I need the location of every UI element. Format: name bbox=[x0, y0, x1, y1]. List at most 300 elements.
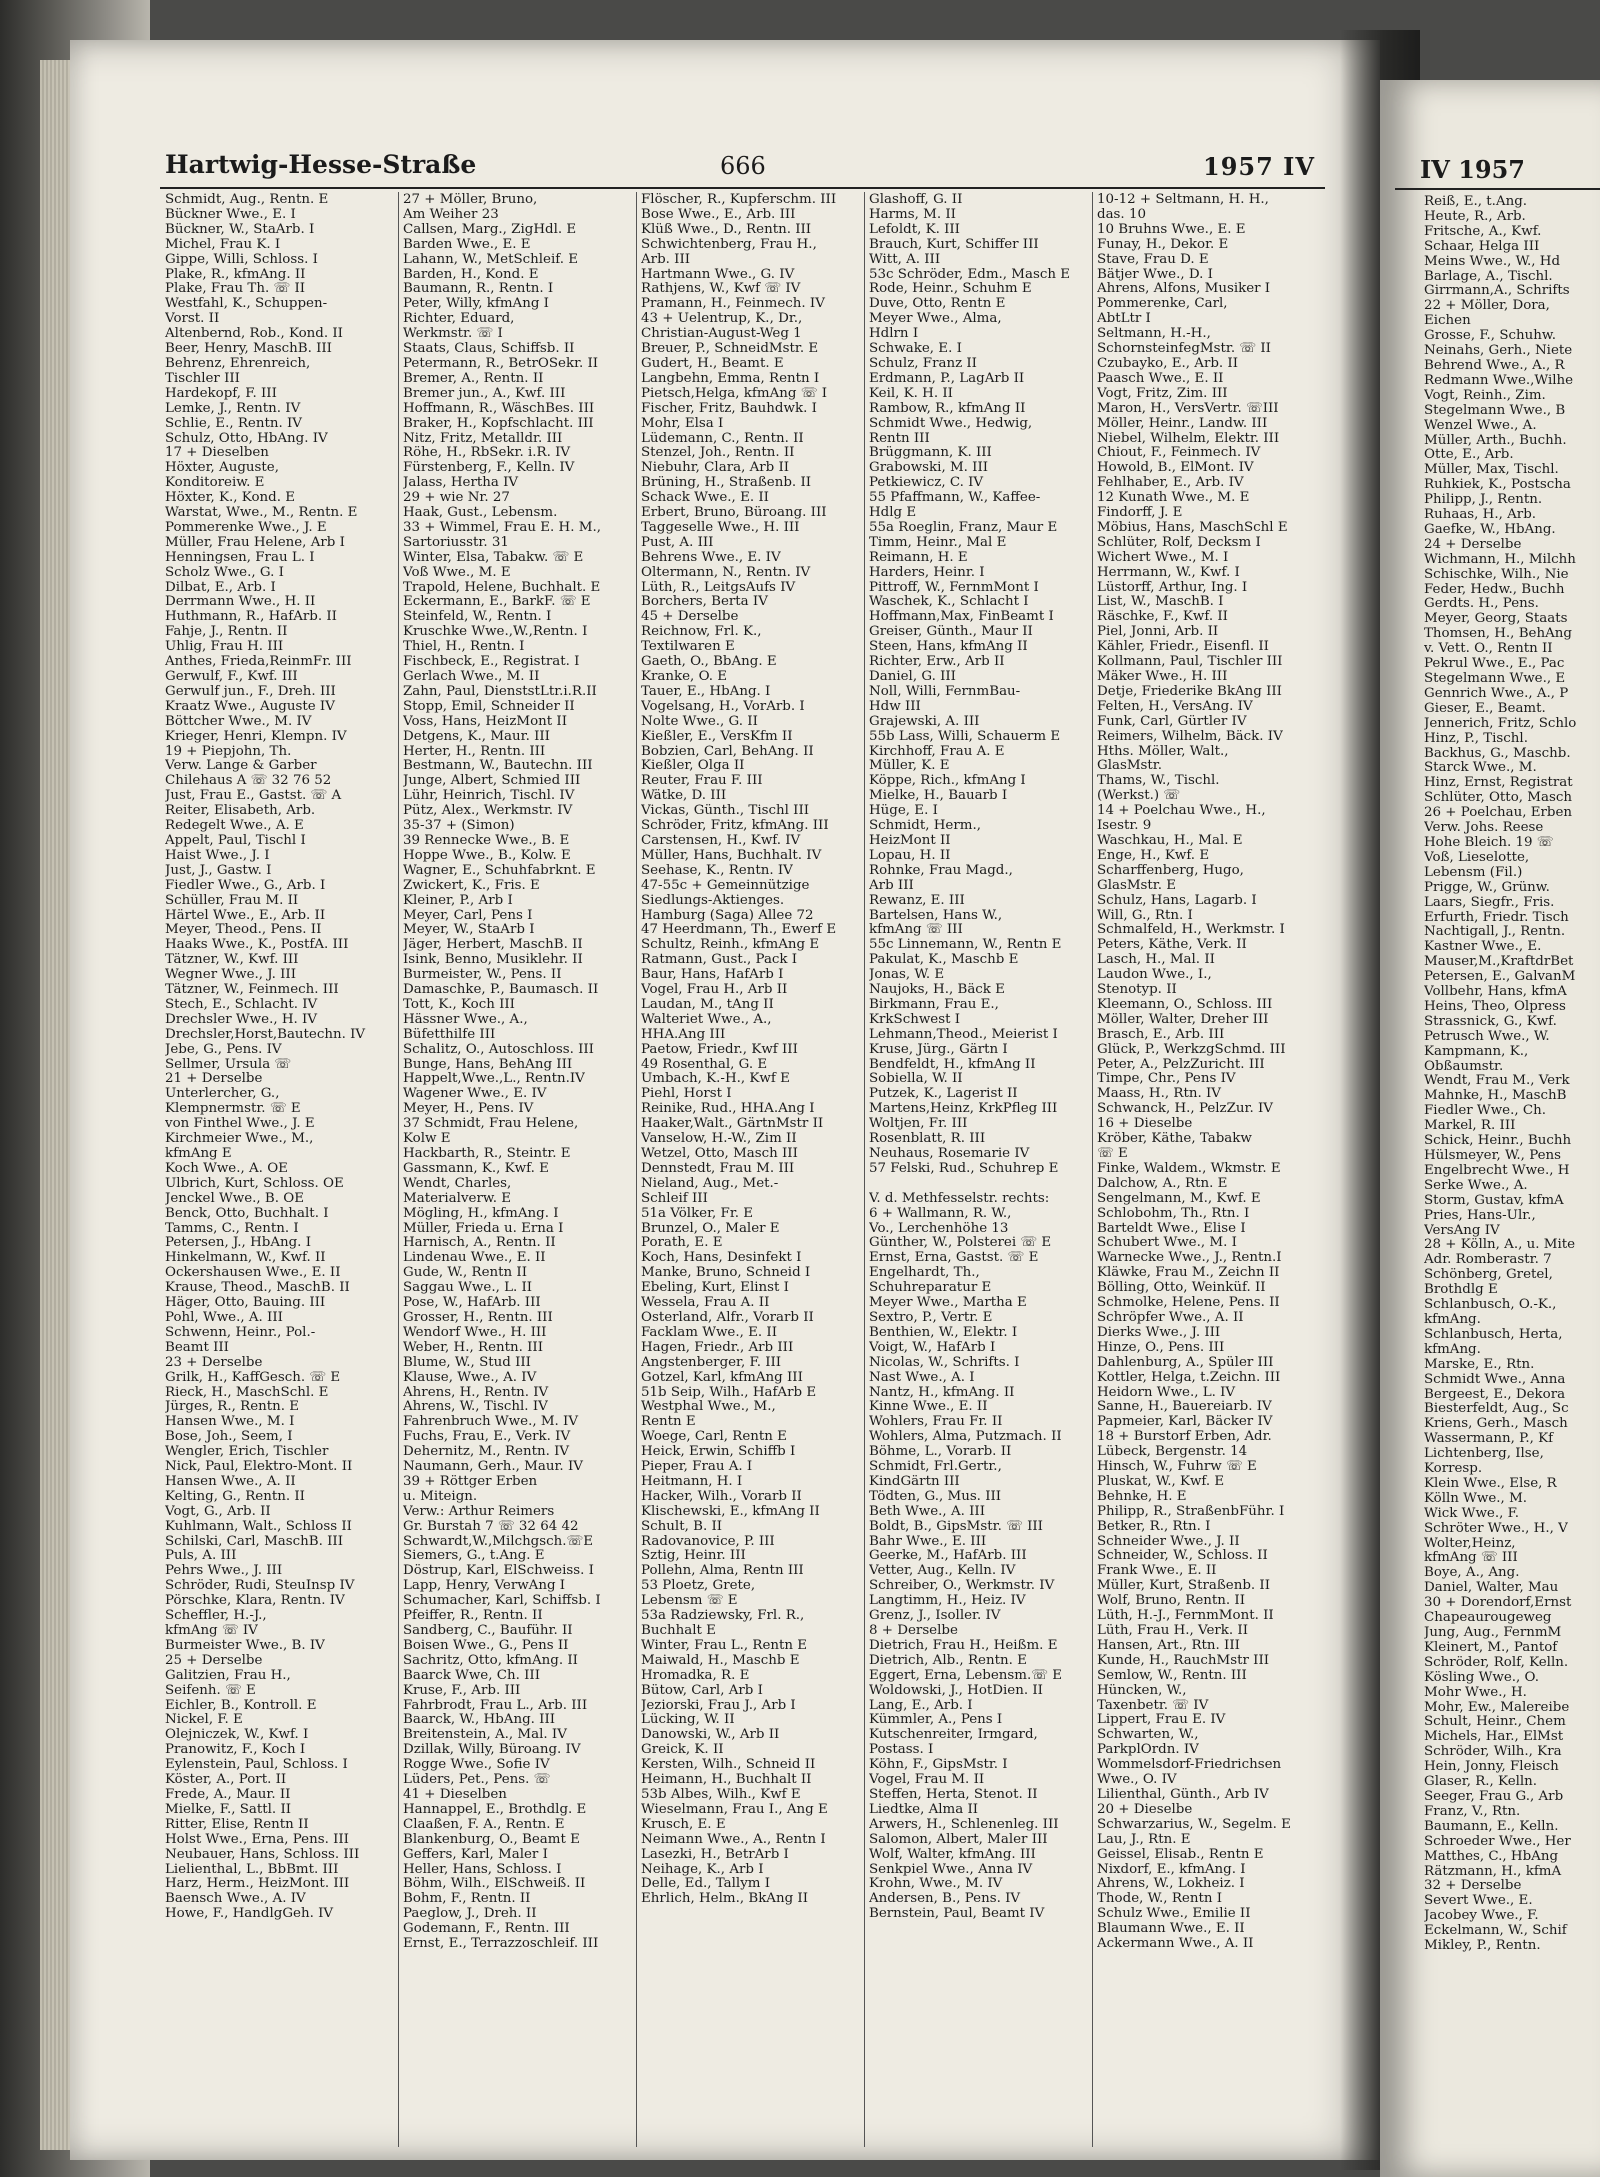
directory-entry: Gassmann, K., Kwf. E bbox=[403, 1160, 549, 1176]
directory-entry: Haak, Gust., Lebensm. bbox=[403, 505, 558, 521]
directory-entry: Brunzel, O., Maler E bbox=[641, 1220, 780, 1236]
directory-entry: Dilbat, E., Arb. I bbox=[165, 579, 276, 595]
directory-entry: Borchers, Berta IV bbox=[641, 594, 768, 610]
directory-entry: Ruhkiek, K., Postscha bbox=[1424, 477, 1571, 493]
directory-entry: Kollmann, Paul, Tischler III bbox=[1097, 654, 1283, 670]
directory-entry: Plake, R., kfmAng. II bbox=[165, 266, 306, 282]
directory-entry: Heick, Erwin, Schiffb I bbox=[641, 1444, 796, 1460]
directory-entry: Petersen, J., HbAng. I bbox=[165, 1235, 311, 1251]
directory-entry: 10 Bruhns Wwe., E. E bbox=[1097, 221, 1246, 237]
directory-entry: kfmAng ☏ IV bbox=[165, 1623, 258, 1638]
directory-entry: 55 Pfaffmann, W., Kaffee- bbox=[869, 490, 1041, 506]
directory-entry: Hdw III bbox=[869, 698, 921, 714]
directory-entry: Boldt, B., GipsMstr. ☏ III bbox=[869, 1518, 1043, 1534]
directory-entry: Gerwulf, F., Kwf. III bbox=[165, 669, 298, 684]
directory-entry: Krohn, Wwe., M. IV bbox=[869, 1876, 1003, 1892]
directory-entry: Meyer, H., Pens. IV bbox=[403, 1101, 534, 1117]
directory-entry: Kriens, Gerh., Masch bbox=[1424, 1416, 1568, 1432]
directory-entry: Hansen Wwe., A. II bbox=[165, 1473, 296, 1489]
directory-entry: Niebel, Wilhelm, Elektr. III bbox=[1097, 430, 1280, 446]
directory-entry: Hagen, Friedr., Arb III bbox=[641, 1339, 794, 1355]
page-edges bbox=[40, 60, 70, 2150]
directory-entry: Meyer Wwe., Martha E bbox=[869, 1295, 1027, 1311]
directory-entry: Hromadka, R. E bbox=[641, 1667, 750, 1683]
directory-entry: Voß, Lieselotte, bbox=[1424, 849, 1530, 865]
directory-entry: Danowski, W., Arb II bbox=[641, 1727, 780, 1743]
directory-entry: Mohr Wwe., H. bbox=[1424, 1684, 1527, 1700]
directory-entry: 23 + Derselbe bbox=[165, 1354, 263, 1370]
directory-entry: Stenzel, Joh., Rentn. II bbox=[641, 445, 795, 461]
directory-entry: Voss, Hans, HeizMont II bbox=[403, 713, 567, 729]
directory-entry: Schulz, Otto, HbAng. IV bbox=[165, 430, 328, 446]
directory-entry: Ratmann, Gust., Pack I bbox=[641, 952, 798, 968]
directory-entry: Enge, H., Kwf. E bbox=[1097, 847, 1210, 863]
directory-entry: Haaker,Walt., GärtnMstr II bbox=[641, 1116, 824, 1132]
directory-entry: Meyer, Theod., Pens. II bbox=[165, 922, 322, 938]
directory-entry: Höxter, Auguste, bbox=[165, 460, 279, 476]
directory-entry: Neubauer, Hans, Schloss. III bbox=[165, 1846, 360, 1862]
directory-entry: Petermann, R., BetrOSekr. II bbox=[403, 355, 599, 371]
directory-entry: Barden Wwe., E. E bbox=[403, 236, 531, 252]
directory-entry: Biesterfeldt, Aug., Sc bbox=[1424, 1401, 1569, 1417]
directory-entry: Unterlercher, G., bbox=[165, 1086, 280, 1102]
directory-entry: Schumacher, Karl, Schiffsb. I bbox=[403, 1593, 601, 1609]
directory-entry: Kießler, Olga II bbox=[641, 758, 745, 774]
directory-entry: Happelt,Wwe.,L., Rentn.IV bbox=[403, 1071, 585, 1087]
directory-entry: Bergeest, E., Dekora bbox=[1424, 1386, 1566, 1402]
directory-entry: Burmeister, W., Pens. II bbox=[403, 967, 562, 983]
directory-entry: Lefoldt, K. III bbox=[869, 221, 960, 237]
directory-entry: Arb III bbox=[869, 877, 914, 893]
directory-entry: KindGärtn III bbox=[869, 1473, 960, 1489]
directory-entry: 32 + Derselbe bbox=[1424, 1878, 1522, 1894]
directory-entry: VersAng IV bbox=[1424, 1222, 1500, 1238]
directory-entry: Dietrich, Alb., Rentn. E bbox=[869, 1652, 1027, 1668]
directory-entry: Sellmer, Ursula ☏ bbox=[165, 1056, 292, 1072]
directory-entry: Lehmann,Theod., Meierist I bbox=[869, 1026, 1058, 1042]
directory-entry: Christian-August-Weg 1 bbox=[641, 326, 802, 342]
directory-entry: Puls, A. III bbox=[165, 1548, 237, 1564]
directory-entry: Laudan, M., tAng II bbox=[641, 996, 774, 1012]
directory-entry: Claaßen, F. A., Rentn. E bbox=[403, 1816, 565, 1832]
directory-entry: Rätzmann, H., kfmA bbox=[1424, 1863, 1562, 1879]
directory-entry: Böhm, Wilh., ElSchweiß. II bbox=[403, 1876, 586, 1892]
directory-entry: Hamburg (Saga) Allee 72 bbox=[641, 907, 814, 923]
directory-entry: Döstrup, Karl, ElSchweiss. I bbox=[403, 1563, 594, 1579]
directory-entry: Vogel, Frau H., Arb II bbox=[641, 982, 788, 998]
directory-entry: Korresp. bbox=[1424, 1461, 1483, 1477]
directory-entry: Seifenh. ☏ E bbox=[165, 1682, 256, 1698]
directory-entry: Thomsen, H., BehAng bbox=[1424, 626, 1572, 642]
directory-entry: Pust, A. III bbox=[641, 534, 714, 550]
directory-entry: Nickel, F. E bbox=[165, 1712, 243, 1728]
directory-entry: Möbius, Hans, MaschSchl E bbox=[1097, 519, 1288, 535]
directory-entry: Witt, A. III bbox=[869, 251, 941, 267]
directory-entry: Benthien, W., Elektr. I bbox=[869, 1324, 1018, 1340]
directory-entry: Gennrich Wwe., A., P bbox=[1424, 685, 1569, 701]
directory-entry: Mikley, P., Rentn. bbox=[1424, 1938, 1541, 1954]
directory-entry: 55c Linnemann, W., Rentn E bbox=[869, 937, 1062, 953]
directory-entry: 55a Roeglin, Franz, Maur E bbox=[869, 519, 1058, 535]
directory-entry: Jäger, Herbert, MaschB. II bbox=[403, 937, 583, 953]
directory-entry: Heins, Theo, Olpress bbox=[1424, 998, 1566, 1014]
directory-entry: Jebe, G., Pens. IV bbox=[165, 1041, 282, 1057]
directory-entry: Ackermann Wwe., A. II bbox=[1097, 1936, 1254, 1952]
directory-entry: Lebensm (Fil.) bbox=[1424, 864, 1523, 880]
directory-entry: Herter, H., Rentn. III bbox=[403, 743, 546, 759]
directory-entry: Wolter,Heinz, bbox=[1424, 1535, 1516, 1551]
directory-entry: Kruschke Wwe.,W.,Rentn. I bbox=[403, 624, 588, 640]
directory-entry: Nast Wwe., A. I bbox=[869, 1369, 975, 1385]
directory-entry: 53c Schröder, Edm., Masch E bbox=[869, 266, 1071, 282]
directory-entry: Lüth, R., LeitgsAufs IV bbox=[641, 579, 796, 595]
directory-entry: Nachtigall, J., Rentn. bbox=[1424, 924, 1566, 940]
directory-entry: Grosser, H., Rentn. III bbox=[403, 1309, 553, 1325]
directory-entry: Grosse, F., Schuhw. bbox=[1424, 328, 1556, 344]
directory-entry: Girrmann,A., Schrifts bbox=[1424, 283, 1570, 299]
directory-entry: Schwichtenberg, Frau H., bbox=[641, 236, 817, 252]
directory-entry: Wessela, Frau A. II bbox=[641, 1295, 770, 1311]
directory-entry: Martens,Heinz, KrkPfleg III bbox=[869, 1101, 1058, 1117]
directory-entry: Derrmann Wwe., H. II bbox=[165, 594, 316, 610]
directory-entry: Kraatz Wwe., Auguste IV bbox=[165, 698, 335, 714]
directory-entry: Lau, J., Rtn. E bbox=[1097, 1831, 1191, 1847]
directory-entry: Strassnick, G., Kwf. bbox=[1424, 1013, 1557, 1029]
directory-entry: Jacobey Wwe., F. bbox=[1424, 1908, 1539, 1924]
directory-entry: Krusch, E. E bbox=[641, 1816, 726, 1832]
directory-entry: Stegelmann Wwe., B bbox=[1424, 402, 1566, 418]
directory-entry: Klüß Wwe., D., Rentn. III bbox=[641, 221, 812, 237]
directory-entry: Harms, M. II bbox=[869, 206, 956, 222]
directory-entry: Klempnermstr. ☏ E bbox=[165, 1101, 301, 1117]
directory-entry: Beer, Henry, MaschB. III bbox=[165, 341, 332, 357]
directory-entry: Behrenz, Ehrenreich, bbox=[165, 355, 311, 371]
directory-entry: Vorst. II bbox=[165, 311, 220, 327]
directory-entry: AbtLtr I bbox=[1097, 311, 1151, 327]
directory-entry: 43 + Uelentrup, K., Dr., bbox=[641, 311, 803, 327]
directory-entry: Hüge, E. I bbox=[869, 803, 938, 819]
directory-entry: Piehl, Horst I bbox=[641, 1086, 732, 1102]
directory-entry: Bartelsen, Hans W., bbox=[869, 907, 1003, 923]
directory-entry: SchornsteinfegMstr. ☏ II bbox=[1097, 341, 1271, 357]
header-rule bbox=[160, 187, 1325, 189]
directory-entry: Werkmstr. ☏ I bbox=[403, 326, 503, 342]
directory-entry: Olejniczek, W., Kwf. I bbox=[165, 1727, 309, 1743]
directory-entry: Postass. I bbox=[869, 1742, 934, 1758]
directory-entry: Woltjen, Fr. III bbox=[869, 1116, 968, 1132]
directory-entry: Meyer Wwe., Alma, bbox=[869, 311, 1002, 327]
directory-entry: Chapeaurougeweg bbox=[1424, 1610, 1552, 1626]
directory-entry: 17 + Dieselben bbox=[165, 445, 269, 461]
directory-entry: Wetzel, Otto, Masch III bbox=[641, 1146, 798, 1161]
directory-entry: Schischke, Wilh., Nie bbox=[1424, 566, 1569, 582]
directory-entry: Sobiella, W. II bbox=[869, 1071, 963, 1087]
directory-entry: Lapp, Henry, VerwAng I bbox=[403, 1578, 566, 1594]
directory-entry: Reichnow, Frl. K., bbox=[641, 624, 762, 640]
directory-entry: kfmAng E bbox=[165, 1146, 232, 1161]
directory-entry: Reinike, Rud., HHA.Ang I bbox=[641, 1101, 815, 1117]
right-page-column bbox=[1424, 195, 1600, 1954]
directory-entry: Taxenbetr. ☏ IV bbox=[1097, 1697, 1209, 1713]
directory-entry: Schwardt,W.,Milchgsch.☏E bbox=[403, 1533, 594, 1549]
directory-entry: Fischer, Fritz, Bauhdwk. I bbox=[641, 400, 817, 416]
directory-entry: Büfetthilfe III bbox=[403, 1026, 496, 1042]
directory-entry: kfmAng ☏ III bbox=[1424, 1550, 1518, 1566]
directory-entry: Jürges, R., Rentn. E bbox=[165, 1399, 300, 1415]
directory-entry: 33 + Wimmel, Frau E. H. M., bbox=[403, 519, 601, 535]
directory-entry: Stave, Frau D. E bbox=[1097, 251, 1209, 267]
directory-entry: Greick, K. II bbox=[641, 1742, 724, 1758]
directory-entry: Schult, B. II bbox=[641, 1518, 723, 1534]
directory-entry: Mielke, H., Bauarb I bbox=[869, 788, 1008, 804]
directory-entry: Fischbeck, E., Registrat. I bbox=[403, 654, 580, 670]
directory-entry: Lühr, Heinrich, Tischl. IV bbox=[403, 788, 575, 804]
directory-entry: Pollehn, Alma, Rentn III bbox=[641, 1563, 804, 1579]
directory-entry: Gaefke, W., HbAng. bbox=[1424, 521, 1556, 537]
directory-entry: Huthmann, R., HafArb. II bbox=[165, 609, 337, 625]
directory-entry: Reuter, Frau F. III bbox=[641, 773, 763, 789]
directory-entry: Schröpfer Wwe., A. II bbox=[1097, 1309, 1244, 1325]
directory-entry: 26 + Poelchau, Erben bbox=[1424, 805, 1573, 821]
directory-entry: Heidorn Wwe., L. IV bbox=[1097, 1384, 1236, 1400]
directory-entry: Markel, R. III bbox=[1424, 1118, 1516, 1134]
directory-entry: Glaser, R., Kelln. bbox=[1424, 1774, 1538, 1790]
directory-entry: 51a Völker, Fr. E bbox=[641, 1205, 754, 1221]
directory-entry: V. d. Methfesselstr. rechts: bbox=[869, 1190, 1050, 1206]
directory-entry: Schmidt, Herm., bbox=[869, 818, 981, 834]
directory-entry: Kläwke, Frau M., Zeichn II bbox=[1097, 1265, 1280, 1281]
directory-entry: Verw. Johs. Reese bbox=[1424, 820, 1544, 836]
directory-column-4 bbox=[869, 193, 1099, 1922]
directory-entry: Wassermann, P., Kf bbox=[1424, 1431, 1554, 1447]
directory-entry: Tauer, E., HbAng. I bbox=[641, 683, 771, 699]
directory-entry: Vickas, Günth., Tischl III bbox=[641, 803, 810, 819]
directory-entry: Ebeling, Kurt, Elinst I bbox=[641, 1280, 789, 1296]
directory-entry: Richter, Erw., Arb II bbox=[869, 654, 1005, 670]
directory-entry: Kastner Wwe., E. bbox=[1424, 939, 1542, 955]
directory-entry: Otte, E., Arb. bbox=[1424, 447, 1514, 463]
directory-entry: Erfurth, Friedr. Tisch bbox=[1424, 909, 1569, 925]
directory-entry: Krieger, Henri, Klempn. IV bbox=[165, 728, 347, 744]
directory-entry: Betker, R., Rtn. I bbox=[1097, 1518, 1211, 1534]
directory-entry: Pose, W., HafArb. III bbox=[403, 1295, 541, 1311]
directory-entry: u. Miteign. bbox=[403, 1488, 478, 1504]
directory-entry: Chilehaus A ☏ 32 76 52 bbox=[165, 773, 332, 789]
directory-entry: Saggau Wwe., L. II bbox=[403, 1280, 533, 1296]
directory-entry: Obßaumstr. bbox=[1424, 1058, 1504, 1074]
directory-entry: Scharffenberg, Hugo, bbox=[1097, 862, 1244, 878]
directory-entry: Neinahs, Gerh., Niete bbox=[1424, 343, 1573, 359]
directory-entry: Paasch Wwe., E. II bbox=[1097, 370, 1224, 386]
directory-entry: Hässner Wwe., A., bbox=[403, 1011, 528, 1027]
directory-entry: Barlage, A., Tischl. bbox=[1424, 268, 1553, 284]
directory-entry: Fuchs, Frau, E., Verk. IV bbox=[403, 1429, 571, 1445]
directory-entry: Tödten, G., Mus. III bbox=[869, 1488, 1002, 1504]
directory-entry: Liedtke, Alma II bbox=[869, 1801, 979, 1817]
directory-entry: Salomon, Albert, Maler III bbox=[869, 1831, 1048, 1847]
directory-entry: Lindenau Wwe., E. II bbox=[403, 1250, 546, 1266]
directory-entry: Kolw E bbox=[403, 1131, 451, 1147]
directory-entry: Just, J., Gastw. I bbox=[165, 862, 272, 878]
directory-entry: Redegelt Wwe., A. E bbox=[165, 818, 304, 834]
directory-entry: Nick, Paul, Elektro-Mont. II bbox=[165, 1459, 353, 1475]
directory-entry: Dietrich, Frau H., Heißm. E bbox=[869, 1637, 1058, 1653]
directory-entry: Harnisch, A., Rentn. II bbox=[403, 1235, 556, 1251]
directory-entry: Damaschke, P., Baumasch. II bbox=[403, 982, 599, 998]
directory-entry: Schilski, Carl, MaschB. III bbox=[165, 1533, 343, 1549]
directory-entry: Wolf, Walter, kfmAng. III bbox=[869, 1846, 1036, 1862]
directory-entry: Callsen, Marg., ZigHdl. E bbox=[403, 221, 577, 237]
directory-entry: Nantz, H., kfmAng. II bbox=[869, 1384, 1015, 1400]
directory-entry: Schmalfeld, H., Werkmstr. I bbox=[1097, 922, 1285, 938]
directory-entry: Steffen, Herta, Stenot. II bbox=[869, 1786, 1038, 1802]
directory-entry: Brothdlg E bbox=[1424, 1282, 1498, 1298]
directory-entry: Reimann, H. E bbox=[869, 549, 968, 565]
directory-entry: Zahn, Paul, DienststLtr.i.R.II bbox=[403, 683, 597, 699]
directory-entry: v. Vett. O., Rentn II bbox=[1424, 641, 1553, 657]
directory-entry: Hansen Wwe., M. I bbox=[165, 1414, 295, 1430]
directory-entry: Schlanbusch, Herta, bbox=[1424, 1326, 1563, 1342]
directory-entry: Lücking, W. II bbox=[641, 1712, 735, 1728]
directory-entry: Möller, Heinr., Landw. III bbox=[1097, 415, 1268, 431]
directory-entry: Gerdts. H., Pens. bbox=[1424, 596, 1539, 612]
directory-entry: Hartmann Wwe., G. IV bbox=[641, 266, 795, 282]
directory-entry: Barteldt Wwe., Elise I bbox=[1097, 1220, 1246, 1236]
directory-entry: Vogt, Reinh., Zim. bbox=[1424, 387, 1546, 403]
directory-entry: Wendt, Charles, bbox=[403, 1175, 512, 1191]
right-header-rule bbox=[1395, 188, 1600, 190]
directory-entry: Bütow, Carl, Arb I bbox=[641, 1682, 763, 1698]
directory-entry: Lüth, Frau H., Verk. II bbox=[1097, 1623, 1249, 1638]
directory-entry: Rathjens, W., Kwf ☏ IV bbox=[641, 281, 801, 297]
directory-entry: 12 Kunath Wwe., M. E bbox=[1097, 490, 1250, 506]
directory-entry: Birkmann, Frau E., bbox=[869, 996, 999, 1012]
directory-entry: Schult, Heinr., Chem bbox=[1424, 1714, 1566, 1730]
directory-entry: Schneider, W., Schloss. II bbox=[1097, 1548, 1268, 1564]
directory-entry: Buchhalt E bbox=[641, 1623, 716, 1638]
directory-entry: Czubayko, E., Arb. II bbox=[1097, 355, 1239, 371]
directory-entry: Neimann Wwe., A., Rentn I bbox=[641, 1831, 826, 1847]
directory-entry: Scholz Wwe., G. I bbox=[165, 564, 284, 580]
directory-entry: Meyer, Georg, Staats bbox=[1424, 611, 1568, 627]
directory-entry: Neihage, K., Arb I bbox=[641, 1861, 764, 1877]
directory-entry: Schröder, Rudi, SteuInsp IV bbox=[165, 1578, 355, 1594]
directory-entry: kfmAng. bbox=[1424, 1341, 1481, 1357]
directory-entry: Müller, Max, Tischl. bbox=[1424, 462, 1559, 478]
directory-entry: Müller, K. E bbox=[869, 758, 950, 774]
directory-entry: Langtimm, H., Heiz. IV bbox=[869, 1593, 1026, 1609]
directory-entry: Grajewski, A. III bbox=[869, 713, 980, 729]
directory-entry: Jonas, W. E bbox=[869, 967, 945, 983]
directory-entry: Walteriet Wwe., A., bbox=[641, 1011, 772, 1027]
directory-entry: von Finthel Wwe., J. E bbox=[165, 1116, 315, 1132]
directory-entry: Steinfeld, W., Rentn. I bbox=[403, 609, 552, 625]
directory-entry: Frede, A., Maur. II bbox=[165, 1786, 291, 1802]
directory-entry: Ockershausen Wwe., E. II bbox=[165, 1265, 341, 1281]
directory-entry: Tischler III bbox=[165, 370, 240, 386]
directory-entry: Funay, H., Dekor. E bbox=[1097, 236, 1229, 252]
directory-entry: Schlanbusch, O.-K., bbox=[1424, 1297, 1557, 1313]
directory-entry: Putzek, K., Lagerist II bbox=[869, 1086, 1018, 1102]
directory-entry: Hinz, P., Tischl. bbox=[1424, 730, 1528, 746]
directory-entry: Jenckel Wwe., B. OE bbox=[165, 1190, 305, 1206]
directory-entry: List, W., MaschB. I bbox=[1097, 594, 1224, 610]
directory-entry: Lüdemann, C., Rentn. II bbox=[641, 430, 804, 446]
directory-entry: Bückner Wwe., E. I bbox=[165, 206, 296, 222]
directory-entry: Wagener Wwe., E. IV bbox=[403, 1086, 547, 1102]
directory-entry: Daniel, G. III bbox=[869, 669, 956, 684]
directory-entry: Jung, Aug., FernmM bbox=[1424, 1625, 1562, 1640]
directory-entry: ParkplOrdn. IV bbox=[1097, 1742, 1199, 1758]
directory-entry: Klause, Wwe., A. IV bbox=[403, 1369, 537, 1385]
directory-entry: Harz, Herm., HeizMont. III bbox=[165, 1876, 350, 1892]
directory-entry: Schleif III bbox=[641, 1190, 708, 1206]
directory-entry: Mauser,M.,KraftdrBet bbox=[1424, 954, 1574, 970]
directory-entry: Semlow, W., Rentn. III bbox=[1097, 1667, 1247, 1683]
directory-entry: Meyer, Carl, Pens I bbox=[403, 907, 533, 923]
directory-entry: Bremer jun., A., Kwf. III bbox=[403, 385, 566, 401]
directory-entry: Mohr, Ew., Malereibe bbox=[1424, 1699, 1570, 1715]
column-divider bbox=[636, 192, 637, 2147]
directory-entry: Sztig, Heinr. III bbox=[641, 1548, 746, 1564]
directory-entry: Hths. Möller, Walt., bbox=[1097, 743, 1229, 759]
directory-entry: Franz, V., Rtn. bbox=[1424, 1803, 1521, 1819]
directory-entry: Pries, Hans-Ulr., bbox=[1424, 1207, 1536, 1223]
directory-entry: Kampmann, K., bbox=[1424, 1043, 1529, 1059]
directory-entry: Lasch, H., Mal. II bbox=[1097, 952, 1215, 968]
directory-entry: Brauch, Kurt, Schiffer III bbox=[869, 236, 1039, 252]
directory-entry: Boisen Wwe., G., Pens II bbox=[403, 1637, 569, 1653]
directory-entry: Jennerich, Fritz, Schlo bbox=[1424, 715, 1577, 731]
directory-entry: Breitenstein, A., Mal. IV bbox=[403, 1727, 567, 1743]
directory-entry: Rentn III bbox=[869, 430, 930, 446]
directory-entry: Köhn, F., GipsMstr. I bbox=[869, 1757, 1008, 1773]
directory-entry: Schroeder Wwe., Her bbox=[1424, 1833, 1571, 1849]
directory-entry: Voigt, W., HafArb I bbox=[869, 1339, 996, 1355]
directory-entry: Krause, Theod., MaschB. II bbox=[165, 1280, 350, 1296]
directory-column-3 bbox=[641, 193, 871, 1907]
directory-entry: Kösling Wwe., O. bbox=[1424, 1669, 1539, 1685]
directory-entry: 8 + Derselbe bbox=[869, 1623, 958, 1638]
directory-entry: Hoffmann, R., WäschBes. III bbox=[403, 400, 595, 416]
directory-entry: 41 + Dieselben bbox=[403, 1786, 507, 1802]
directory-entry: HHA.Ang III bbox=[641, 1026, 726, 1042]
directory-entry: Schick, Heinr., Buchh bbox=[1424, 1133, 1572, 1149]
directory-entry: Feder, Hedw., Buchh bbox=[1424, 581, 1565, 597]
directory-entry: Siedlungs-Aktienges. bbox=[641, 892, 785, 908]
directory-entry: Adr. Romberastr. 7 bbox=[1424, 1252, 1552, 1268]
directory-entry: Schlüter, Otto, Masch bbox=[1424, 790, 1572, 806]
directory-entry: Papmeier, Karl, Bäcker IV bbox=[1097, 1414, 1273, 1430]
directory-column-1 bbox=[165, 193, 395, 1922]
directory-entry: Hülsmeyer, W., Pens bbox=[1424, 1148, 1562, 1163]
directory-entry: Neuhaus, Rosemarie IV bbox=[869, 1146, 1030, 1161]
directory-entry: Härtel Wwe., E., Arb. II bbox=[165, 907, 326, 923]
directory-entry: Glück, P., WerkzgSchmd. III bbox=[1097, 1041, 1286, 1057]
directory-entry: Tott, K., Koch III bbox=[403, 996, 515, 1012]
directory-entry: Schulz, Franz II bbox=[869, 355, 977, 371]
directory-entry: Sextro, P., Vertr. E bbox=[869, 1309, 993, 1325]
directory-entry: 21 + Derselbe bbox=[165, 1071, 263, 1087]
directory-entry: Koch, Hans, Desinfekt I bbox=[641, 1250, 802, 1266]
directory-entry: Häger, Otto, Bauing. III bbox=[165, 1295, 326, 1311]
directory-entry: Serke Wwe., A. bbox=[1424, 1177, 1528, 1193]
directory-entry: Baarck, W., HbAng. III bbox=[403, 1712, 556, 1728]
column-divider bbox=[398, 192, 399, 2147]
directory-entry: Lang, E., Arb. I bbox=[869, 1697, 973, 1713]
directory-entry: 35-37 + (Simon) bbox=[403, 818, 515, 834]
directory-entry: Ahrens, W., Lokheiz. I bbox=[1097, 1876, 1245, 1892]
